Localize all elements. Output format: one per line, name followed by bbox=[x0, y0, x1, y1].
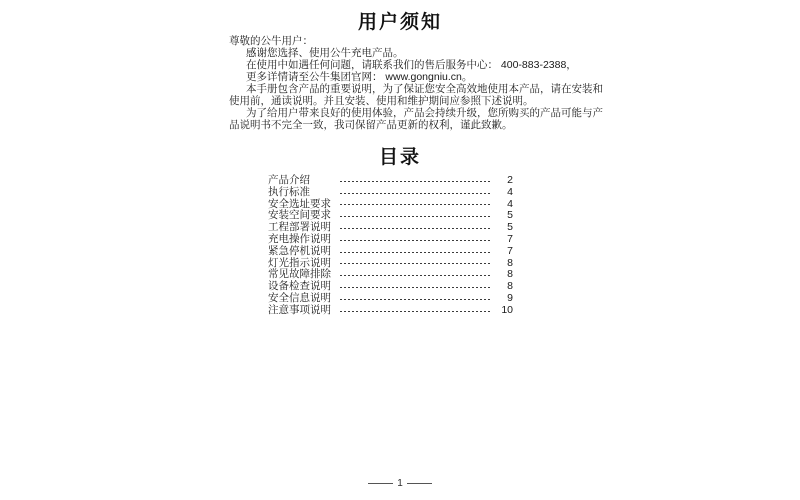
notice-line: 在使用中如遇任何问题，请联系我们的售后服务中心： 400-883-2388， bbox=[246, 59, 577, 71]
dot-leader bbox=[340, 275, 490, 276]
toc-entry-page: 10 bbox=[501, 303, 513, 316]
notice-line: 使用前，通读说明。并且安装、使用和维护期间应参照下述说明。 bbox=[229, 95, 534, 107]
toc-entry-label: 注意事项说明 bbox=[268, 303, 331, 316]
toc-entry-page: 2 bbox=[507, 174, 513, 186]
dot-leader bbox=[340, 216, 490, 217]
dot-leader bbox=[340, 228, 490, 229]
toc-entry-page: 8 bbox=[507, 256, 513, 269]
toc-entry bbox=[268, 293, 513, 305]
notice-line: 感谢您选择、使用公牛充电产品。 bbox=[246, 47, 404, 59]
page-title: 用户须知 bbox=[357, 12, 442, 33]
toc-entry-page: 8 bbox=[507, 268, 513, 281]
toc-entry bbox=[268, 305, 513, 317]
toc-entry-page: 4 bbox=[507, 185, 513, 198]
dot-leader bbox=[340, 181, 490, 182]
dot-leader bbox=[340, 287, 490, 288]
page-number: 1 bbox=[397, 478, 403, 489]
dot-leader bbox=[340, 263, 490, 264]
notice-line: 为了给用户带来良好的使用体验，产品会持续升级，您所购买的产品可能与产 bbox=[246, 107, 603, 119]
toc-entry-label: 常见故障排除 bbox=[268, 268, 331, 281]
toc-title: 目录 bbox=[378, 147, 421, 168]
toc-entry-page: 5 bbox=[507, 209, 513, 222]
toc-entry-label: 执行标准 bbox=[268, 185, 310, 198]
toc-entry-label: 充电操作说明 bbox=[268, 232, 331, 245]
toc-entry bbox=[268, 246, 513, 258]
notice-line: 本手册包含产品的重要说明，为了保证您安全高效地使用本产品，请在安装和 bbox=[246, 83, 603, 95]
footer-rule-left bbox=[368, 483, 393, 484]
toc-entry-page: 7 bbox=[507, 232, 513, 245]
user-notice-section bbox=[229, 35, 603, 131]
toc-entry-page: 7 bbox=[507, 244, 513, 257]
dot-leader bbox=[340, 299, 490, 300]
toc-entry-label: 工程部署说明 bbox=[268, 221, 331, 234]
table-of-contents bbox=[268, 175, 513, 317]
toc-entry bbox=[268, 187, 513, 199]
notice-salutation: 尊敬的公牛用户： bbox=[229, 35, 313, 47]
notice-line: 更多详情请至公牛集团官网： www.gongniu.cn。 bbox=[246, 71, 473, 83]
dot-leader bbox=[340, 252, 490, 253]
toc-entry-page: 8 bbox=[507, 280, 513, 293]
footer-rule-right bbox=[407, 483, 432, 484]
toc-entry-page: 9 bbox=[507, 291, 513, 304]
toc-entry-label: 紧急停机说明 bbox=[268, 244, 331, 257]
toc-entry-label: 灯光指示说明 bbox=[268, 256, 331, 269]
toc-entry-label: 安全信息说明 bbox=[268, 291, 331, 304]
toc-entry-label: 产品介绍 bbox=[268, 174, 310, 186]
toc-entry-page: 4 bbox=[507, 197, 513, 210]
notice-line: 品说明书不完全一致，我司保留产品更新的权利，谨此致歉。 bbox=[229, 119, 513, 131]
toc-entry bbox=[268, 234, 513, 246]
dot-leader bbox=[340, 240, 490, 241]
page-footer bbox=[0, 478, 800, 489]
dot-leader bbox=[340, 204, 490, 205]
toc-entry-label: 安装空间要求 bbox=[268, 209, 331, 222]
toc-entry-label: 设备检查说明 bbox=[268, 280, 331, 293]
toc-entry-page: 5 bbox=[507, 221, 513, 234]
dot-leader bbox=[340, 193, 490, 194]
toc-entry-label: 安全选址要求 bbox=[268, 197, 331, 210]
dot-leader bbox=[340, 311, 490, 312]
